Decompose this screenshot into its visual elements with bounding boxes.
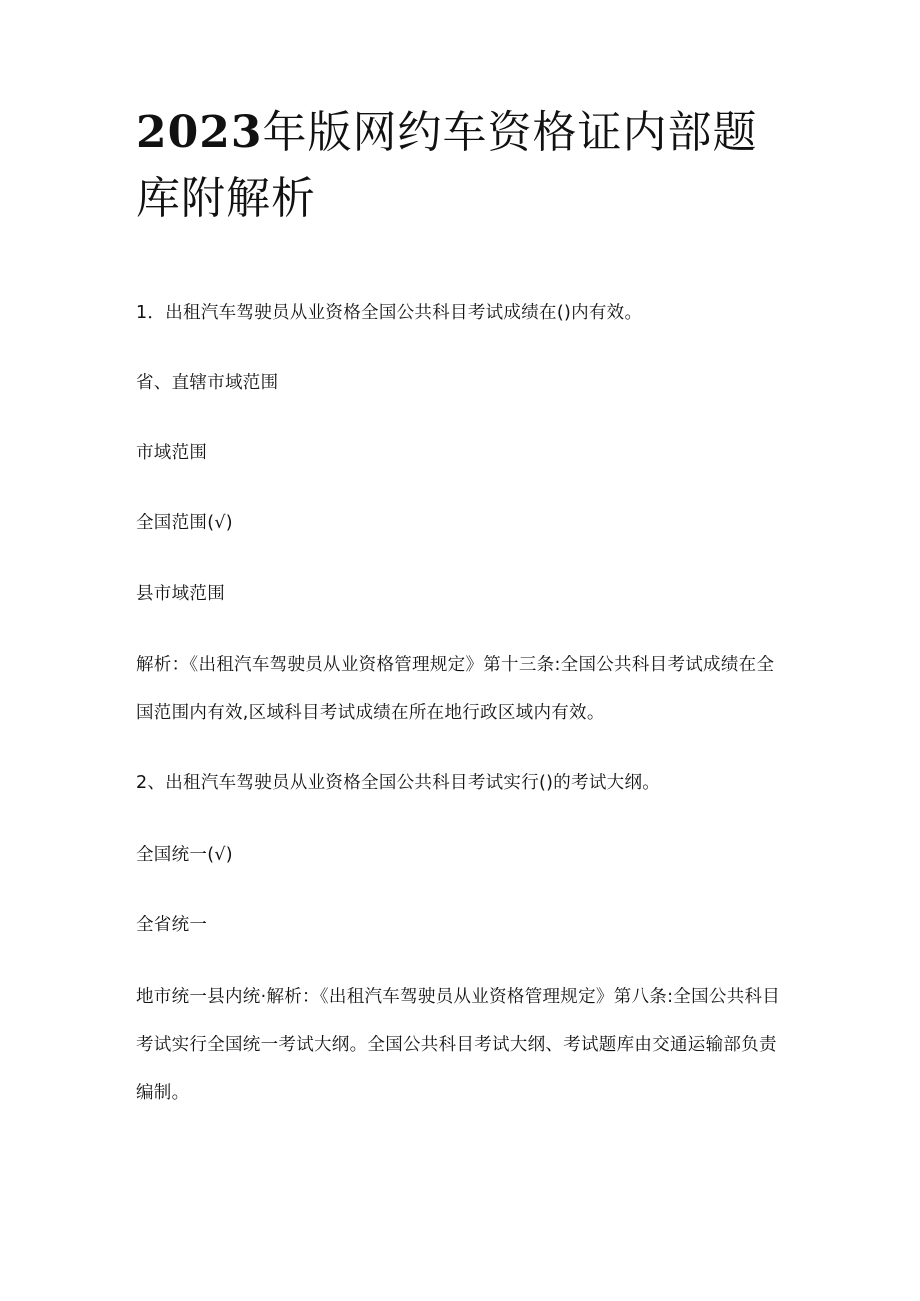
question-1: 1．出租汽车驾驶员从业资格全国公共科目考试成绩在()内有效。 (136, 303, 643, 323)
q1-analysis: 解析：《出租汽车驾驶员从业资格管理规定》第十三条:全国公共科目考试成绩在全国范围内有效,区域科目考试成绩在所在地行政区域内有效。 (136, 655, 775, 723)
question-2: 2、出租汽车驾驶员从业资格全国公共科目考试实行()的考试大纲。 (136, 773, 661, 793)
q1-option-2: 市域范围 (136, 443, 208, 463)
q2-option-1: 全国统一(√) (136, 845, 233, 865)
q1-option-1: 省、直辖市域范围 (136, 373, 279, 393)
title-year: 2023 (136, 107, 263, 158)
title-text: 年版网约车资格证内部题库附解析 (136, 107, 758, 224)
document-title (136, 100, 796, 232)
q1-option-4: 县市域范围 (136, 584, 225, 604)
q1-option-3: 全国范围(√) (136, 513, 233, 533)
q2-analysis: 地市统一县内统·解析：《出租汽车驾驶员从业资格管理规定》第八条:全国公共科目考试实行全国统一考试大纲。全国公共科目考试大纲、考试题库由交通运输部负责编制。 (136, 987, 781, 1103)
q2-option-2: 全省统一 (136, 915, 208, 935)
